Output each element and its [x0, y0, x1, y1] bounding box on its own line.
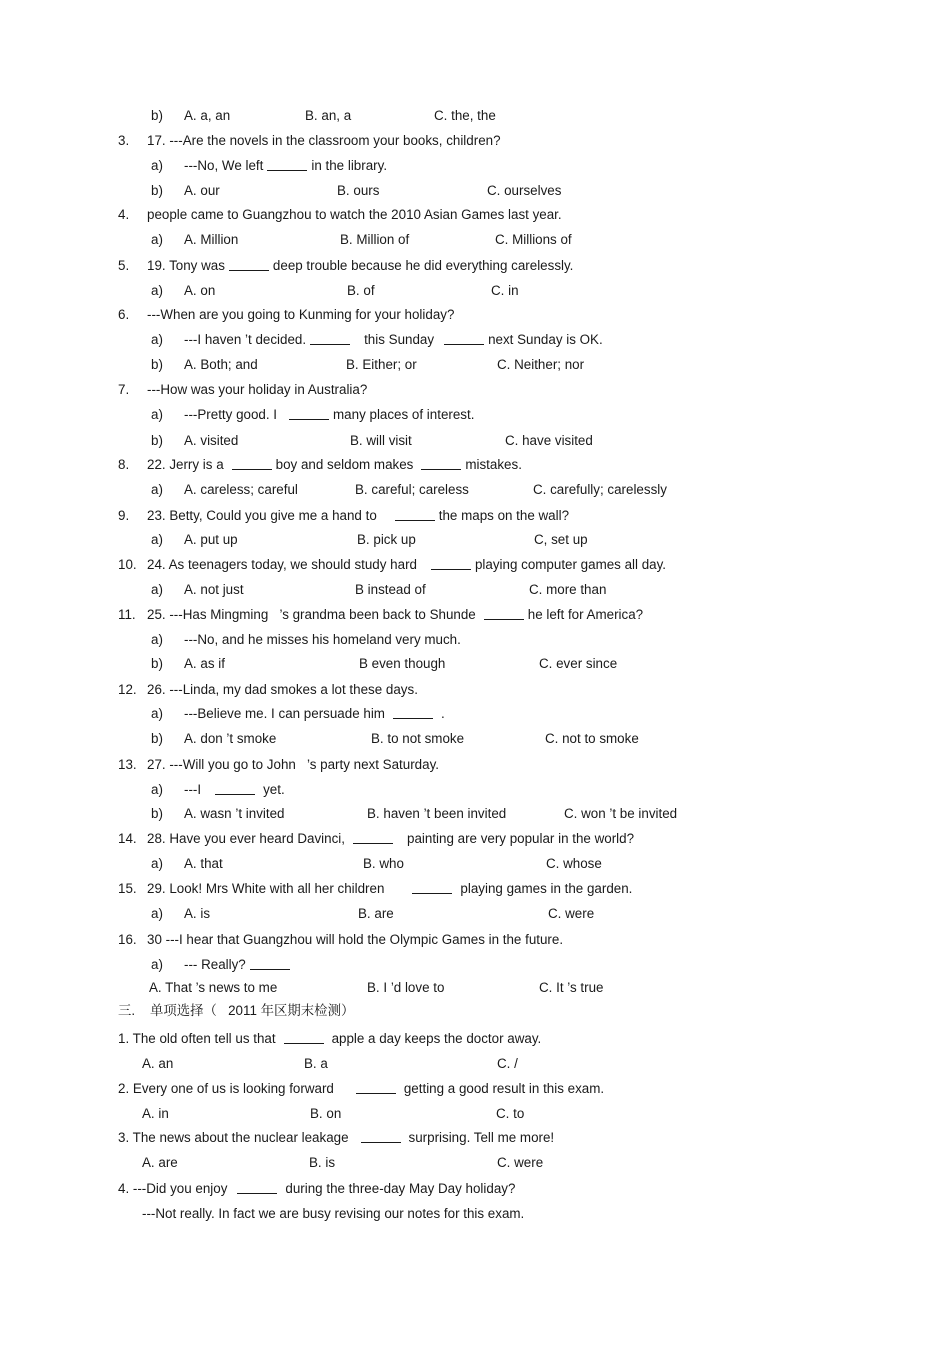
answer-text: this Sunday — [364, 332, 435, 347]
question-text: playing computer games all day. — [474, 557, 667, 572]
sub-label: b) — [151, 183, 163, 198]
question-line — [147, 831, 634, 847]
fill-blank — [232, 468, 272, 470]
option-a: A. not just — [184, 582, 244, 597]
fill-blank — [421, 468, 461, 470]
question-text: 27. ---Will you go to John ’s party next Saturday. — [147, 757, 439, 772]
answer-text: ---I — [184, 782, 202, 797]
question-text: getting a good result in this exam. — [403, 1081, 605, 1096]
option-c: C. Millions of — [495, 232, 572, 247]
question-text: people came to Guangzhou to watch the 2010 Asian Games last year. — [147, 207, 562, 222]
option-c: C. in — [491, 283, 519, 298]
option-a: A. Both; and — [184, 357, 258, 372]
question-text: during the three-day May Day holiday? — [285, 1181, 516, 1196]
question-line — [147, 457, 522, 473]
question-text: deep trouble because he did everything carelessly. — [272, 258, 574, 273]
question-text: 19. Tony was — [147, 258, 225, 273]
option-c: C. ever since — [539, 656, 618, 671]
question-text: mistakes. — [465, 457, 522, 472]
fill-blank — [267, 169, 307, 171]
sub-label: a) — [151, 158, 163, 173]
option-c: C. were — [497, 1155, 544, 1170]
question-text: 24. As teenagers today, we should study hard — [147, 557, 417, 572]
option-b: B. of — [347, 283, 375, 298]
option-b: B. Million of — [340, 232, 410, 247]
fill-blank — [361, 1141, 401, 1143]
question-text: boy and seldom makes — [275, 457, 414, 472]
question-number: 3. — [118, 133, 130, 148]
question-text: 4. ---Did you enjoy — [118, 1181, 228, 1196]
fill-blank — [356, 1092, 396, 1094]
question-line — [147, 508, 569, 524]
question-text: 17. ---Are the novels in the classroom your books, children? — [147, 133, 501, 148]
answer-text: next Sunday is OK. — [488, 332, 603, 347]
option-b: B. careful; careless — [355, 482, 469, 497]
fill-blank — [284, 1042, 324, 1044]
option-b: B. to not smoke — [371, 731, 465, 746]
question-text: surprising. Tell me more! — [408, 1130, 555, 1145]
option-b: B. a — [304, 1056, 328, 1071]
option-a: A. on — [184, 283, 216, 298]
sub-label: a) — [151, 283, 163, 298]
option-c: C, set up — [534, 532, 588, 547]
question-text: apple a day keeps the doctor away. — [331, 1031, 542, 1046]
sub-label: b) — [151, 357, 163, 372]
fill-blank — [250, 968, 290, 970]
fill-blank — [431, 568, 471, 570]
fill-blank — [484, 618, 524, 620]
answer-line — [184, 957, 294, 973]
answer-text: ---Pretty good. I — [184, 407, 278, 422]
option-b: B. pick up — [357, 532, 416, 547]
question-line — [147, 258, 573, 274]
sub-label: a) — [151, 482, 163, 497]
sub-label: a) — [151, 232, 163, 247]
option-b: B even though — [359, 656, 446, 671]
option-c: C. not to smoke — [545, 731, 639, 746]
question-number: 5. — [118, 258, 130, 273]
question-text: 28. Have you ever heard Davinci, — [147, 831, 345, 846]
fill-blank — [353, 842, 393, 844]
question-text: 22. Jerry is a — [147, 457, 224, 472]
option-b: B. haven ’t been invited — [367, 806, 507, 821]
question-number: 8. — [118, 457, 130, 472]
question-number: 15. — [118, 881, 137, 896]
option-a: A. don ’t smoke — [184, 731, 277, 746]
answer-text: . — [440, 706, 445, 721]
question-text: 26. ---Linda, my dad smokes a lot these days. — [147, 682, 418, 697]
option-b: B. are — [358, 906, 394, 921]
option-c: C. whose — [546, 856, 602, 871]
answer-text: ---Not really. In fact we are busy revising our notes for this exam. — [142, 1206, 525, 1221]
sub-label: a) — [151, 532, 163, 547]
answer-text: ---Believe me. I can persuade him — [184, 706, 385, 721]
sub-label: a) — [151, 632, 163, 647]
question-text: 1. The old often tell us that — [118, 1031, 276, 1046]
option-c: C. the, the — [434, 108, 496, 123]
answer-text: ---No, and he misses his homeland very much. — [184, 632, 461, 647]
question-text: 30 ---I hear that Guangzhou will hold the Olympic Games in the future. — [147, 932, 564, 947]
answer-line — [184, 706, 445, 722]
sub-label: a) — [151, 906, 163, 921]
option-c: C. / — [497, 1056, 518, 1071]
option-c: C. to — [496, 1106, 525, 1121]
question-text: 23. Betty, Could you give me a hand to — [147, 508, 377, 523]
sub-label: a) — [151, 957, 163, 972]
answer-text: yet. — [263, 782, 285, 797]
option-b: B. who — [363, 856, 404, 871]
question-text: ---When are you going to Kunming for your holiday? — [147, 307, 455, 322]
option-a: A. in — [142, 1106, 169, 1121]
option-a: A. careless; careful — [184, 482, 298, 497]
option-a: A. wasn ’t invited — [184, 806, 285, 821]
sub-label: b) — [151, 731, 163, 746]
question-text: 29. Look! Mrs White with all her children — [147, 881, 385, 896]
option-a: A. that — [184, 856, 223, 871]
option-b: B. an, a — [305, 108, 352, 123]
question-number: 13. — [118, 757, 137, 772]
sub-label: a) — [151, 407, 163, 422]
sub-label: b) — [151, 806, 163, 821]
question-text: 2. Every one of us is looking forward — [118, 1081, 334, 1096]
sub-label: b) — [151, 433, 163, 448]
option-c: C. have visited — [505, 433, 593, 448]
option-c: C. It ’s true — [539, 980, 604, 995]
option-a: A. That ’s news to me — [149, 980, 278, 995]
option-a: A. an — [142, 1056, 174, 1071]
question-text: 25. ---Has Mingming ’s grandma been back to Shunde — [147, 607, 476, 622]
fill-blank — [412, 892, 452, 894]
option-c: C. carefully; carelessly — [533, 482, 667, 497]
option-b: B. I ’d love to — [367, 980, 445, 995]
option-b: B. will visit — [350, 433, 412, 448]
answer-line — [184, 332, 603, 348]
section-heading: 三. 单项选择（ 2011 年区期末检测） — [118, 1003, 355, 1018]
option-a: A. visited — [184, 433, 239, 448]
option-b: B. ours — [337, 183, 380, 198]
fill-blank — [229, 269, 269, 271]
question-text: ---How was your holiday in Australia? — [147, 382, 368, 397]
answer-line — [184, 407, 474, 423]
question-line — [147, 557, 666, 573]
question-line — [118, 1181, 515, 1197]
option-a: A. put up — [184, 532, 238, 547]
option-a: A. as if — [184, 656, 225, 671]
sub-label: b) — [151, 656, 163, 671]
fill-blank — [444, 343, 484, 345]
question-line — [118, 1031, 541, 1047]
fill-blank — [310, 343, 350, 345]
fill-blank — [237, 1192, 277, 1194]
sub-label: a) — [151, 782, 163, 797]
sub-label: a) — [151, 582, 163, 597]
answer-text: ---I haven ’t decided. — [184, 332, 307, 347]
option-b: B. is — [309, 1155, 336, 1170]
sub-label: a) — [151, 856, 163, 871]
sub-label: a) — [151, 332, 163, 347]
option-c: C. more than — [529, 582, 607, 597]
option-c: C. ourselves — [487, 183, 562, 198]
answer-text: --- Really? — [184, 957, 246, 972]
sub-label: b) — [151, 108, 163, 123]
option-a: A. our — [184, 183, 220, 198]
option-b: B. on — [310, 1106, 342, 1121]
question-line — [147, 607, 643, 623]
question-number: 11. — [118, 607, 136, 622]
option-a: A. is — [184, 906, 211, 921]
question-text: the maps on the wall? — [438, 508, 570, 523]
question-text: painting are very popular in the world? — [407, 831, 635, 846]
question-text: playing games in the garden. — [460, 881, 633, 896]
question-number: 6. — [118, 307, 130, 322]
question-line — [118, 1130, 554, 1146]
option-b: B instead of — [355, 582, 426, 597]
question-number: 14. — [118, 831, 137, 846]
option-a: A. are — [142, 1155, 178, 1170]
question-number: 10. — [118, 557, 137, 572]
question-text: he left for America? — [527, 607, 644, 622]
fill-blank — [215, 793, 255, 795]
option-a: A. Million — [184, 232, 239, 247]
fill-blank — [393, 717, 433, 719]
question-line — [147, 881, 632, 897]
fill-blank — [395, 519, 435, 521]
question-text: 3. The news about the nuclear leakage — [118, 1130, 349, 1145]
option-a: A. a, an — [184, 108, 231, 123]
answer-text: in the library. — [311, 158, 388, 173]
answer-line — [184, 782, 285, 798]
question-number: 9. — [118, 508, 130, 523]
option-c: C. were — [548, 906, 595, 921]
option-c: C. won ’t be invited — [564, 806, 678, 821]
answer-line — [184, 158, 387, 174]
question-number: 12. — [118, 682, 137, 697]
question-line — [118, 1081, 604, 1097]
question-number: 16. — [118, 932, 137, 947]
option-b: B. Either; or — [346, 357, 417, 372]
sub-label: a) — [151, 706, 163, 721]
answer-text: many places of interest. — [333, 407, 475, 422]
answer-text: ---No, We left — [184, 158, 264, 173]
question-number: 7. — [118, 382, 130, 397]
question-number: 4. — [118, 207, 130, 222]
fill-blank — [289, 418, 329, 420]
option-c: C. Neither; nor — [497, 357, 585, 372]
